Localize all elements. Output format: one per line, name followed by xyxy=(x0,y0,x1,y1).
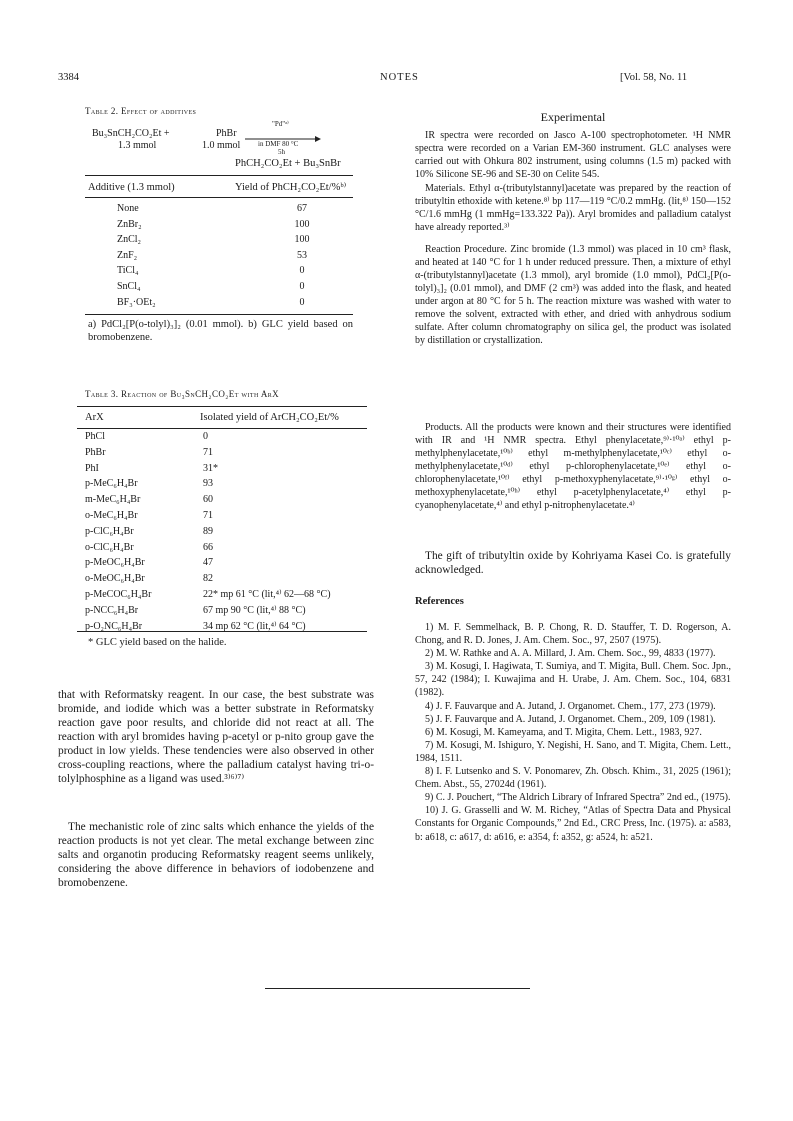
table2-additive: TiCl₄ xyxy=(117,265,139,277)
table3-row xyxy=(85,494,370,510)
table3-row xyxy=(85,478,370,494)
table2-col1-header: Additive (1.3 mmol) xyxy=(88,182,175,193)
table3-row xyxy=(85,542,370,558)
table3-arx: PhBr xyxy=(85,446,106,458)
table2-reagent1-amount: 1.3 mmol xyxy=(118,140,157,151)
table2-row xyxy=(85,219,353,235)
table3-arx: PhI xyxy=(85,462,99,474)
table3-arx: o-MeC₆H₄Br xyxy=(85,509,138,521)
table2-row xyxy=(85,297,353,313)
table2-title: Table 2. Effect of additives xyxy=(85,106,197,116)
table3-yield: 93 xyxy=(203,478,213,490)
table2-additive: None xyxy=(117,203,139,214)
table3-arx: p-O₂NC₆H₄Br xyxy=(85,620,143,632)
table2-yield: 100 xyxy=(294,234,310,246)
table3-row xyxy=(85,526,370,542)
volume-info: [Vol. 58, No. 11 xyxy=(620,72,688,83)
table3-yield: 82 xyxy=(203,573,213,585)
table3-yield: 60 xyxy=(203,494,213,506)
table3-yield: 47 xyxy=(203,557,213,569)
left-paragraph-1: that with Reformatsky reagent. In our case, the best substrate was bromide, and iodide which was a better substrate in Reformatsky reaction gave poor results, and chloride did not react at all. The reaction with aryl bromides having p-acetyl or p-nito group gave the product in low yields. These tendencies were also observed in other cross-coupling reactions, where the palladium catalyst having tri-o-tolylphosphine as a ligand was used.³⁾⁶⁾⁷⁾ xyxy=(58,689,374,785)
table2-row xyxy=(85,265,353,281)
table3-yield: 22* mp 61 °C (lit,⁴⁾ 62—68 °C) xyxy=(203,588,331,600)
table2-row xyxy=(85,281,353,297)
table3-title: Table 3. Reaction of Bu₃SnCH₂CO₂Et with ArX xyxy=(85,389,280,399)
reference-item: 5) J. F. Fauvarque and A. Jutand, J. Organomet. Chem., 209, 109 (1981). xyxy=(425,713,716,725)
experimental-heading: Experimental xyxy=(540,110,606,124)
acknowledgment: The gift of tributyltin oxide by Kohriyama Kasei Co. is gratefully acknowledged. xyxy=(415,550,731,576)
table3-yield: 89 xyxy=(203,525,213,537)
table3-row xyxy=(85,557,370,573)
table2-body xyxy=(85,203,353,312)
table2-additive: BF₃·OEt₂ xyxy=(117,296,156,308)
table2-row xyxy=(85,234,353,250)
table3-arx: p-MeC₆H₄Br xyxy=(85,478,138,490)
table3-row xyxy=(85,463,370,479)
table3-bottom-rule xyxy=(77,631,367,632)
reference-item: 7) M. Kosugi, M. Ishiguro, Y. Negishi, H. Sano, and T. Migita, Chem. Lett., 1984, 1511. xyxy=(415,739,731,764)
table3-body xyxy=(85,431,370,636)
table3-col1-header: ArX xyxy=(85,412,104,423)
table3-arx: p-MeOC₆H₄Br xyxy=(85,557,145,569)
table2-yield: 0 xyxy=(299,265,305,277)
table3-col2-header: Isolated yield of ArCH₂CO₂Et/% xyxy=(200,412,339,423)
references-heading: References xyxy=(415,596,464,607)
table3-arx: o-ClC₆H₄Br xyxy=(85,541,134,553)
reference-item: 1) M. F. Semmelhack, B. P. Chong, R. D. Stauffer, T. D. Rogerson, A. Chong, and R. D. Jones, J. Am. Chem. Soc., 97, 2507 (1975). xyxy=(415,622,731,647)
table2-reagent1: Bu₃SnCH₂CO₂Et + xyxy=(92,128,170,139)
reference-item: 10) J. G. Grasselli and W. M. Richey, “Atlas of Spectra Data and Physical Constants for Organic Compounds,” 2nd Ed., CRC Press, Inc. (1975). a: a583, b: a618, c: a617, d: a616, e: a354, f: a352, g: a524, h: a521. xyxy=(415,805,731,843)
table2-catalyst: "Pd"ᵃ⁾ xyxy=(272,120,289,128)
table3-yield: 31* xyxy=(203,462,218,474)
table3-arx: o-MeOC₆H₄Br xyxy=(85,573,145,585)
table3-footnote: * GLC yield based on the halide. xyxy=(88,637,227,648)
table2-reagent2-amount: 1.0 mmol xyxy=(202,140,241,151)
page-number: 3384 xyxy=(58,72,79,83)
experimental-para-1: IR spectra were recorded on Jasco A-100 spectrophotometer. ¹H NMR spectra were recorded on a Varian EM-360 instrument. GLC analyses were carried out with Ohkura 802 instrument, using columns (1.5 m) packed with 10% Silicone SE-96 and SE-30 on Celite 545. xyxy=(415,130,731,180)
table2-conditions: in DMF 80 °C xyxy=(258,140,299,148)
table3-yield: 34 mp 62 °C (lit,⁴⁾ 64 °C) xyxy=(203,620,306,632)
table2-bottom-rule xyxy=(85,314,353,315)
table2-additive: ZnF₂ xyxy=(117,249,138,261)
table3-row xyxy=(85,431,370,447)
table3-arx: p-MeCOC₆H₄Br xyxy=(85,588,152,600)
table2-row xyxy=(85,203,353,219)
experimental-products: Products. All the products were known and their structures were identified with IR and ¹H NMR spectra. Ethyl phenylacetate,⁹⁾·¹⁰ᵃ⁾ ethyl p-methylphenylacetate,¹⁰ᵇ⁾ ethyl m-methylphenylacetate,¹⁰ᶜ⁾ ethyl o-methylphenylacetate,¹⁰ᵈ⁾ ethyl p-chlorophenylacetate,¹⁰ᵉ⁾ ethyl o-chlorophenylacetate,¹⁰ᶠ⁾ ethyl p-methoxyphenylacetate,⁹⁾·¹⁰ᵍ⁾ ethyl o-methoxyphenylacetate,¹⁰ʰ⁾ ethyl p-acetylphenylacetate,⁴⁾ ethyl p-cyanophenylacetate,⁴⁾ and ethyl p-nitrophenylacetate.⁴⁾ xyxy=(415,422,731,511)
reference-item: 2) M. W. Rathke and A. A. Millard, J. Am. Chem. Soc., 99, 4833 (1977). xyxy=(425,648,716,660)
table2-col2-header: Yield of PhCH₂CO₂Et/%ᵇ⁾ xyxy=(235,182,347,193)
table2-additive: ZnCl₂ xyxy=(117,234,142,246)
table3-row xyxy=(85,605,370,621)
reference-item: 9) C. J. Pouchert, “The Aldrich Library of Infrared Spectra” 2nd ed., (1975). xyxy=(425,792,731,804)
table2-top-rule xyxy=(85,175,353,176)
experimental-procedure: Reaction Procedure. Zinc bromide (1.3 mmol) was placed in 10 cm³ flask, and heated at 140 °C for 1 h under reduced pressure. Then, a mixture of ethyl α-(tributylstannyl)acetate (1.3 mmol), aryl bromide (1.0 mmol), PdCl₂[P(o-tolyl)₃]₂ (0.01 mmol), and DMF (2 cm³) was added into the flask, and heated under argon at 80 °C for 5 h. The reaction mixture was washed with water to remove the solvent, extracted with ether, and dried with anhydrous sodium sulfate. After column chromatography on silica gel, the product was isolated by distillation or crystallization. xyxy=(415,244,731,346)
table2-header-rule xyxy=(85,197,353,198)
table3-arx: p-NCC₆H₄Br xyxy=(85,604,139,616)
table3-row xyxy=(85,510,370,526)
reaction-arrow xyxy=(245,130,321,136)
table3-arx: p-ClC₆H₄Br xyxy=(85,525,134,537)
table3-row xyxy=(85,447,370,463)
table3-arx: PhCl xyxy=(85,431,106,442)
table2-footnote: a) PdCl₂[P(o-tolyl)₃]₂ (0.01 mmol). b) GLC yield based on bromobenzene. xyxy=(88,319,353,343)
table2-yield: 53 xyxy=(297,249,307,261)
table2-yield: 67 xyxy=(297,203,307,214)
table3-yield: 71 xyxy=(203,509,213,521)
table2-additive: SnCl₄ xyxy=(117,280,141,292)
table3-arx: m-MeC₆H₄Br xyxy=(85,494,141,506)
end-rule xyxy=(265,988,530,989)
table3-row xyxy=(85,573,370,589)
left-paragraph-2: The mechanistic role of zinc salts which enhance the yields of the reaction products is not yet clear. The metal exchange between zinc salts and organotin producing Reformatsky reagent seems unlikely, considering the above difference in behaviors of iodobenzene and bromobenzene. xyxy=(58,821,374,889)
table3-yield: 66 xyxy=(203,541,213,553)
reference-item: 6) M. Kosugi, M. Kameyama, and T. Migita, Chem. Lett., 1983, 927. xyxy=(425,726,702,738)
table2-yield: 0 xyxy=(299,280,305,292)
reference-item: 4) J. F. Fauvarque and A. Jutand, J. Organomet. Chem., 177, 273 (1979). xyxy=(425,700,716,712)
table2-reagent2: PhBr xyxy=(216,128,237,139)
reference-list xyxy=(415,621,731,844)
table2-row xyxy=(85,250,353,266)
experimental-materials: Materials. Ethyl α-(tributylstannyl)acetate was prepared by the reaction of tributyltin ethoxide with ketene.⁸⁾ bp 117—119 °C/0.2 mmHg. (lit,⁸⁾ 150—152 °C/1.6 mmHg (1 mmHg=133.322 Pa)). Aryl bromides and palladium catalyst have already reported.³⁾ xyxy=(415,183,731,233)
table2-products: PhCH₂CO₂Et + Bu₃SnBr xyxy=(235,158,341,169)
table2-time: 5h xyxy=(278,148,285,156)
running-title: NOTES xyxy=(380,72,419,83)
table2-yield: 0 xyxy=(299,296,305,308)
reference-item: 3) M. Kosugi, I. Hagiwata, T. Sumiya, and T. Migita, Bull. Chem. Soc. Jpn., 57, 242 (1984); I. Kuwajima and H. Urabe, J. Am. Chem. Soc., 104, 6831 (1982). xyxy=(415,661,731,699)
table3-row xyxy=(85,589,370,605)
table2-additive: ZnBr₂ xyxy=(117,218,142,230)
table3-yield: 67 mp 90 °C (lit,⁴⁾ 88 °C) xyxy=(203,604,306,616)
table3-row xyxy=(85,621,370,637)
table2-yield: 100 xyxy=(294,218,310,230)
table3-header-rule xyxy=(77,428,367,429)
reference-item: 8) I. F. Lutsenko and S. V. Ponomarev, Zh. Obsch. Khim., 31, 2025 (1961); Chem. Abst., 55, 27024d (1961). xyxy=(415,766,731,791)
table3-yield: 0 xyxy=(203,431,208,442)
table3-top-rule xyxy=(77,406,367,407)
table3-yield: 71 xyxy=(203,446,213,458)
